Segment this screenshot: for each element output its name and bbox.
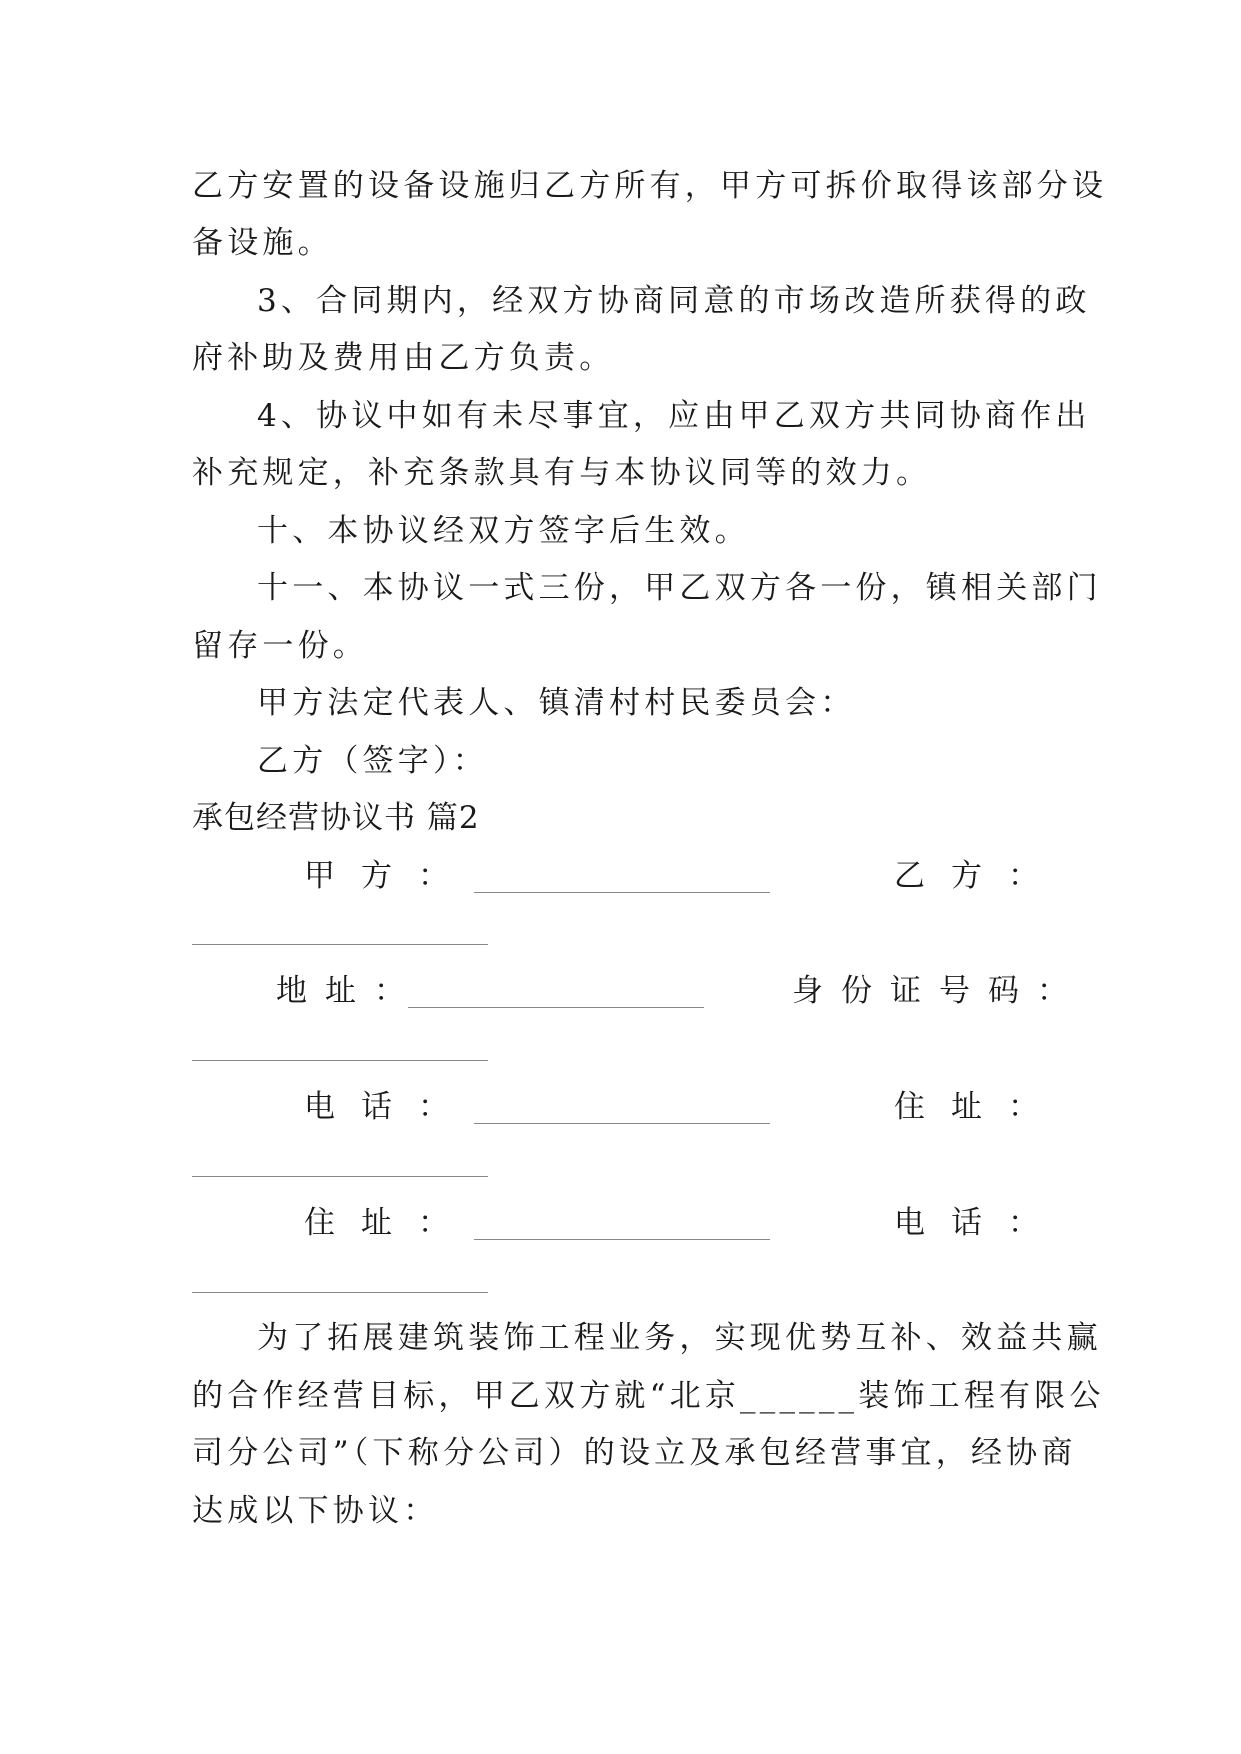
phone-row bbox=[192, 1087, 1065, 1127]
phone-label: 电话： bbox=[894, 1205, 1065, 1241]
party-a-label: 甲方： bbox=[304, 858, 475, 894]
paragraph-line: 3、合同期内，经双方协商同意的市场改造所获得的政 bbox=[257, 283, 1091, 319]
paragraph-line: 府补助及费用由乙方负责。 bbox=[192, 340, 615, 376]
id-number-label: 身份证号码： bbox=[792, 973, 1086, 1009]
party-row bbox=[192, 856, 1065, 896]
party-a-blank bbox=[474, 892, 770, 893]
party-b-blank bbox=[192, 944, 488, 945]
residence-label: 住址： bbox=[304, 1205, 475, 1241]
residence-label: 住址： bbox=[894, 1089, 1065, 1125]
paragraph-line: 4、协议中如有未尽事宜，应由甲乙双方共同协商作出 bbox=[257, 398, 1091, 434]
address-label: 地址： bbox=[276, 973, 423, 1009]
paragraph-line: 司分公司”（下称分公司）的设立及承包经营事宜，经协商 bbox=[192, 1435, 1077, 1471]
phone-label: 电话： bbox=[304, 1089, 475, 1125]
address-blank bbox=[408, 1007, 704, 1008]
address-row bbox=[192, 971, 1086, 1011]
paragraph-line: 十一、本协议一式三份，甲乙双方各一份，镇相关部门 bbox=[257, 570, 1102, 606]
paragraph-line: 为了拓展建筑装饰工程业务，实现优势互补、效益共赢 bbox=[257, 1320, 1102, 1356]
paragraph-line: 留存一份。 bbox=[192, 628, 368, 664]
residence-blank bbox=[192, 1176, 488, 1177]
paragraph-line: 达成以下协议： bbox=[192, 1493, 439, 1529]
phone-blank bbox=[474, 1123, 770, 1124]
paragraph-line: 甲方法定代表人、镇清村村民委员会： bbox=[257, 685, 856, 721]
paragraph-line: 备设施。 bbox=[192, 225, 333, 261]
party-b-label: 乙方： bbox=[894, 858, 1065, 894]
paragraph-line: 补充规定，补充条款具有与本协议同等的效力。 bbox=[192, 455, 932, 491]
residence-row bbox=[192, 1203, 1065, 1243]
paragraph-line: 乙方安置的设备设施归乙方所有，甲方可拆价取得该部分设 bbox=[192, 168, 1108, 204]
residence-blank bbox=[474, 1239, 770, 1240]
paragraph-line: 的合作经营目标，甲乙双方就“北京______装饰工程有限公 bbox=[192, 1378, 1105, 1414]
section-heading: 承包经营协议书 篇2 bbox=[192, 800, 480, 836]
paragraph-line: 十、本协议经双方签字后生效。 bbox=[257, 513, 750, 549]
phone-blank bbox=[192, 1292, 488, 1293]
paragraph-line: 乙方（签字）： bbox=[257, 743, 488, 779]
id-number-blank bbox=[192, 1060, 488, 1061]
